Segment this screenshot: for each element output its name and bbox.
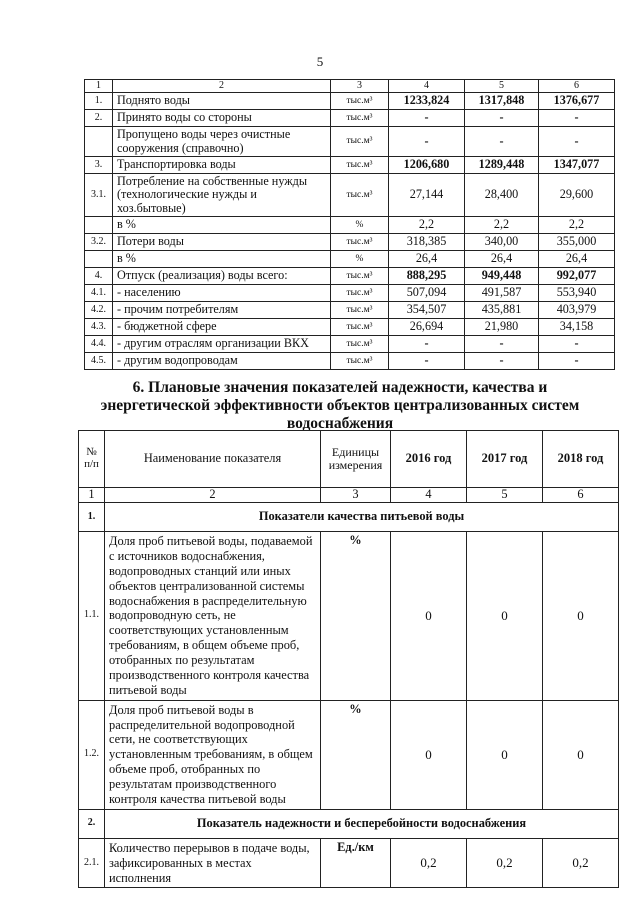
value-cell: 1206,680 [389,157,465,174]
row-unit: тыс.м³ [331,353,389,370]
section-number: 1. [79,503,105,532]
value-cell: 403,979 [539,302,615,319]
section-heading: Показатели качества питьевой воды [105,503,619,532]
value-cell: 1347,077 [539,157,615,174]
value-cell: 507,094 [389,285,465,302]
section-row [79,503,619,532]
value-cell: 0 [543,700,619,809]
value-cell: 0 [543,532,619,701]
row-name: - прочим потребителям [113,302,331,319]
header-unit: Единицы измерения [321,431,391,488]
value-cell: 2,2 [539,217,615,234]
row-number: 1.1. [79,532,105,701]
value-cell: 27,144 [389,174,465,217]
table-row [85,93,615,110]
row-number: 1.2. [79,700,105,809]
section-heading: Показатель надежности и бесперебойности водоснабжения [105,809,619,838]
value-cell: 949,448 [465,268,539,285]
row-description: Количество перерывов в подаче воды, зафиксированных в местах исполнения [105,838,321,888]
table-row [79,700,619,809]
row-name: в % [113,251,331,268]
row-unit: Ед./км [321,838,391,888]
row-name: - населению [113,285,331,302]
value-cell: 29,600 [539,174,615,217]
row-number [85,217,113,234]
value-cell: 1289,448 [465,157,539,174]
value-cell: 26,4 [539,251,615,268]
table-row [79,838,619,888]
value-cell: 491,587 [465,285,539,302]
value-cell: - [389,353,465,370]
value-cell: - [539,336,615,353]
row-number: 2.1. [79,838,105,888]
row-unit: тыс.м³ [331,285,389,302]
table-row [85,174,615,217]
table-row [85,251,615,268]
value-cell: 340,00 [465,234,539,251]
row-number: 3.1. [85,174,113,217]
col-number: 3 [331,80,389,93]
col-number: 5 [467,488,543,503]
value-cell: 992,077 [539,268,615,285]
col-number: 6 [543,488,619,503]
row-name: Потери воды [113,234,331,251]
table-row [85,353,615,370]
row-name: - бюджетной сфере [113,319,331,336]
row-number: 4.2. [85,302,113,319]
value-cell: 26,694 [389,319,465,336]
row-description: Доля проб питьевой воды в распределительной водопроводной сети, не соответствующих установленным требованиям, в общем объеме проб, отобранных по результатам производственного контроля качества питьевой воды [105,700,321,809]
value-cell: - [539,127,615,157]
table-row [85,285,615,302]
value-cell: 0 [391,532,467,701]
value-cell: - [539,110,615,127]
row-name: Принято воды со стороны [113,110,331,127]
value-cell: 0 [467,700,543,809]
header-year: 2016 год [391,431,467,488]
col-number: 6 [539,80,615,93]
row-name: Отпуск (реализация) воды всего: [113,268,331,285]
value-cell: 28,400 [465,174,539,217]
row-name: - другим водопроводам [113,353,331,370]
row-unit: тыс.м³ [331,157,389,174]
row-unit: % [331,217,389,234]
value-cell: 553,940 [539,285,615,302]
row-unit: тыс.м³ [331,319,389,336]
row-unit: тыс.м³ [331,302,389,319]
section-number: 2. [79,809,105,838]
section-title-line: энергетической эффективности объектов централизованных систем [100,397,580,414]
section-row [79,809,619,838]
table-row [85,319,615,336]
value-cell: 26,4 [465,251,539,268]
table-row [85,157,615,174]
table-header-row [79,431,619,488]
row-number: 4.3. [85,319,113,336]
header-number: № п/п [79,431,105,488]
table-row [85,217,615,234]
table-header-row [85,80,615,93]
row-description: Доля проб питьевой воды, подаваемой с источников водоснабжения, водопроводных станций или иных объектов централизованной системы водоснабжения в распределительную водопроводную сеть, не соответствующих установленным требованиям, в общем объеме проб, отобранных по результатам производственного контроля качества питьевой воды [105,532,321,701]
row-unit: % [321,532,391,701]
value-cell: 2,2 [389,217,465,234]
row-number: 1. [85,93,113,110]
section-title-line: водоснабжения [286,415,394,432]
value-cell: 21,980 [465,319,539,336]
value-cell: 435,881 [465,302,539,319]
row-number [85,127,113,157]
col-number: 1 [85,80,113,93]
value-cell: - [465,110,539,127]
value-cell: 1317,848 [465,93,539,110]
value-cell: 355,000 [539,234,615,251]
col-number: 5 [465,80,539,93]
row-unit: тыс.м³ [331,93,389,110]
value-cell: - [389,110,465,127]
row-unit: тыс.м³ [331,110,389,127]
table-row [85,336,615,353]
value-cell: 1233,824 [389,93,465,110]
value-cell: - [389,127,465,157]
col-number: 4 [391,488,467,503]
table-row [85,234,615,251]
value-cell: 0,2 [467,838,543,888]
value-cell: 2,2 [465,217,539,234]
table-row [85,127,615,157]
row-unit: тыс.м³ [331,174,389,217]
col-number: 2 [113,80,331,93]
col-number: 3 [321,488,391,503]
header-name: Наименование показателя [105,431,321,488]
value-cell: 318,385 [389,234,465,251]
value-cell: 354,507 [389,302,465,319]
value-cell: - [465,353,539,370]
table-row [85,110,615,127]
row-number [85,251,113,268]
section-title-line: 6. Плановые значения показателей надежности, качества и [132,379,548,396]
value-cell: - [539,353,615,370]
header-year: 2018 год [543,431,619,488]
value-cell: 0,2 [543,838,619,888]
row-number: 4.1. [85,285,113,302]
water-balance-table [84,79,615,370]
value-cell: - [389,336,465,353]
row-name: Поднято воды [113,93,331,110]
value-cell: 0,2 [391,838,467,888]
row-number: 4.4. [85,336,113,353]
value-cell: 0 [467,532,543,701]
row-name: Транспортировка воды [113,157,331,174]
row-unit: тыс.м³ [331,234,389,251]
row-unit: % [331,251,389,268]
row-number: 4.5. [85,353,113,370]
row-number: 3. [85,157,113,174]
header-year: 2017 год [467,431,543,488]
value-cell: - [465,127,539,157]
value-cell: 0 [391,700,467,809]
table-row [85,302,615,319]
page-number: 5 [316,54,324,69]
row-number: 3.2. [85,234,113,251]
row-name: - другим отраслям организации ВКХ [113,336,331,353]
table-row [85,268,615,285]
col-number: 1 [79,488,105,503]
row-number: 2. [85,110,113,127]
col-number: 4 [389,80,465,93]
value-cell: 1376,677 [539,93,615,110]
row-name: Потребление на собственные нужды (технологические нужды и хоз.бытовые) [113,174,331,217]
value-cell: 888,295 [389,268,465,285]
value-cell: - [465,336,539,353]
indicators-table [78,430,619,888]
row-number: 4. [85,268,113,285]
row-unit: тыс.м³ [331,268,389,285]
row-unit: тыс.м³ [331,127,389,157]
row-name: Пропущено воды через очистные сооружения (справочно) [113,127,331,157]
value-cell: 26,4 [389,251,465,268]
row-unit: % [321,700,391,809]
column-numbers-row [79,488,619,503]
row-unit: тыс.м³ [331,336,389,353]
row-name: в % [113,217,331,234]
table-row [79,532,619,701]
section-title [60,379,620,433]
col-number: 2 [105,488,321,503]
value-cell: 34,158 [539,319,615,336]
